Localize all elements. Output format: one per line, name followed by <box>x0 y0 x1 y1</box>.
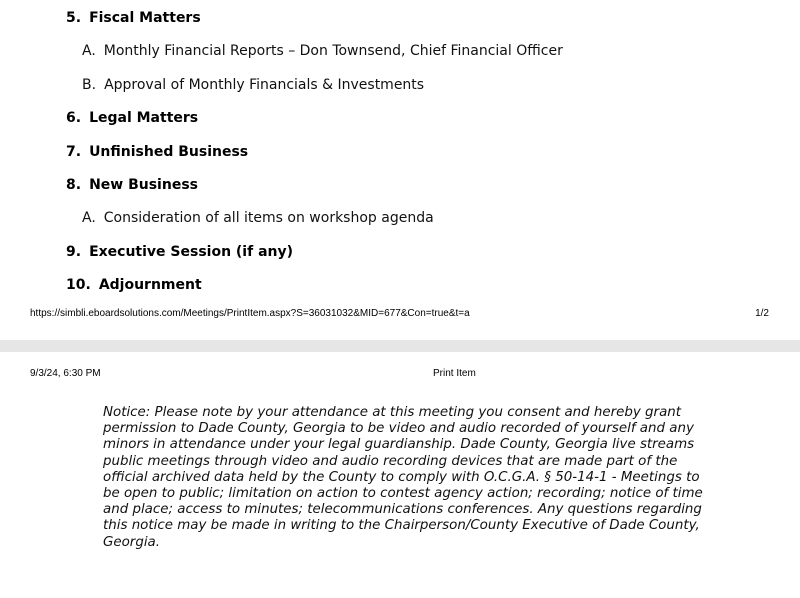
sub-item-label: Consideration of all items on workshop agenda <box>103 210 434 226</box>
agenda-item-number: 5. <box>66 10 82 26</box>
header-title: Print Item <box>433 368 476 379</box>
sub-item-letter: B. <box>82 77 97 93</box>
agenda-item-legal-matters <box>66 110 198 126</box>
sub-item-letter: A. <box>82 210 96 226</box>
notice-text: Notice: Please note by your attendance at this meeting you consent and hereby grant permission to Dade County, Georgia to be video and audio recorded of yourself and any minors in attendance under your legal guardianship. Dade County, Georgia live streams public meetings through video and audio recording devices that are made part of the official archived data held by the County to comply with O.C.G.A. § 50-14-1 - Meetings to be open to public; limitation on action to contest agency action; recording; notice of time and place; access to minutes; telecommunications conferences. Any questions regarding this notice may be made in writing to the Chairperson/County Executive of Dade County, Georgia. <box>103 405 703 550</box>
agenda-item-number: 8. <box>66 177 82 193</box>
sub-item-approval-financials <box>82 77 424 93</box>
agenda-item-executive-session <box>66 244 293 260</box>
sub-item-workshop-agenda <box>82 210 434 226</box>
sub-item-monthly-financial-reports <box>82 43 563 59</box>
footer-url: https://simbli.eboardsolutions.com/Meetings/PrintItem.aspx?S=36031032&MID=677&Con=true&t=a <box>30 308 470 319</box>
header-datetime: 9/3/24, 6:30 PM <box>30 368 101 379</box>
agenda-item-number: 9. <box>66 244 82 260</box>
agenda-item-label: Fiscal Matters <box>89 10 201 26</box>
page-two <box>0 352 800 598</box>
agenda-item-label: Adjournment <box>98 277 202 293</box>
agenda-item-number: 10. <box>66 277 91 293</box>
agenda-item-unfinished-business <box>66 144 248 160</box>
agenda-item-number: 6. <box>66 110 82 126</box>
footer-page-number: 1/2 <box>755 308 769 319</box>
sub-item-label: Monthly Financial Reports – Don Townsend, Chief Financial Officer <box>103 43 563 59</box>
agenda-item-new-business <box>66 177 198 193</box>
sub-item-label: Approval of Monthly Financials & Investments <box>104 77 425 93</box>
page-separator <box>0 340 800 352</box>
agenda-item-label: Executive Session (if any) <box>89 244 294 260</box>
agenda-item-number: 7. <box>66 144 82 160</box>
agenda-item-label: Unfinished Business <box>89 144 249 160</box>
agenda-item-fiscal-matters <box>66 10 201 26</box>
agenda-item-label: Legal Matters <box>89 110 199 126</box>
agenda-item-adjournment <box>66 277 202 293</box>
agenda-item-label: New Business <box>89 177 198 193</box>
sub-item-letter: A. <box>82 43 96 59</box>
